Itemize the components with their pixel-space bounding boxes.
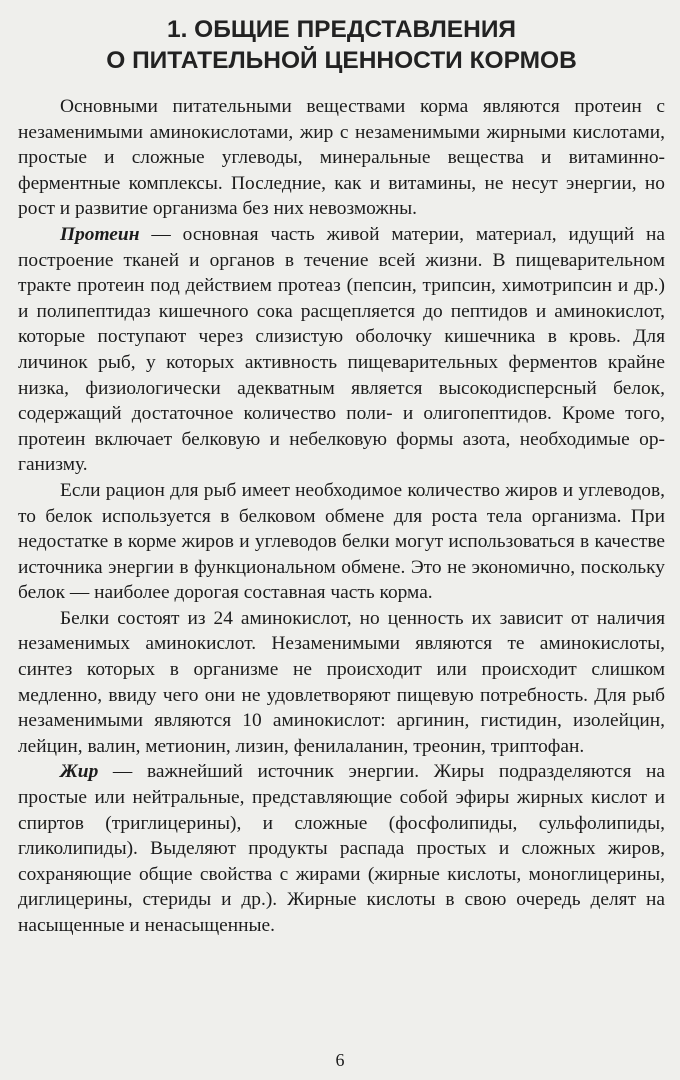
paragraph-amino-acids	[18, 606, 665, 760]
paragraph-fat	[18, 759, 665, 938]
page-number: 6	[335, 1050, 345, 1070]
paragraph-nutrients-text: Основными питательными веществами корма являются протеин с незаменимыми аминокислотами, жир с незаменимыми жирными кислотами, простые и сложные углеводы, минеральные вещества и витаминно-ферментные комплексы. Последние, как и витамины, не несут энергии, но рост и развитие организма без них невозможны.	[18, 96, 665, 220]
paragraph-protein-text: — основная часть живой материи, материал, идущий на построение тканей и органов в течение всей жизни. В пищеварительном тракте протеин под действием протеаз (пепсин, трипсин, химотрипсин и др.) и полипептидаз кишечного сока расщепляется до пептидов и аминокислот, которые поступают через слизистую оболочку кишечника в кровь. Для личинок рыб, у которых активность пищеварительных ферментов крайне низка, физиологически адекватным является высокодисперсный белок, содержащий достаточное количество поли- и олигопептидов. Кроме того, протеин включает белковую и небелковую формы азота, необходимые организму.	[18, 223, 665, 476]
paragraph-amino-acids-text: Белки состоят из 24 аминокислот, но ценность их зависит от наличия незаменимых аминокислот. Незаменимыми являются те аминокислоты, синтез которых в организме не происходит или происходит слишком медленно, ввиду чего они не удовлетворяют пищевую потребность. Для рыб незаменимыми являются 10 аминокислот: аргинин, гистидин, изолейцин, лейцин, валин, метионин, лизин, фенилаланин, треонин, триптофан.	[18, 607, 665, 757]
term-protein: Протеин	[60, 223, 140, 245]
paragraph-protein	[18, 222, 665, 478]
paragraph-energy-sources	[18, 478, 665, 606]
paragraph-energy-sources-text: Если рацион для рыб имеет необходимое количество жиров и углеводов, то белок используется в белковом обмене для роста тела организма. При недостатке в корме жиров и углеводов белки могут использоваться в качестве источника энергии в функциональном обмене. Это не экономично, поскольку белок — наиболее дорогая составная часть корма.	[18, 479, 665, 604]
paragraph-fat-text: — важнейший источник энергии. Жиры подразделяются на простые или нейтральные, представляющие собой эфиры жирных кислот и спиртов (триглицерины), и сложные (фосфолипиды, сульфолипиды, гликолипиды). Выделяют продукты распада простых и сложных жиров, сохраняющие общие свойства с жирами (жирные кислоты, моноглицерины, диглицерины, стериды и др.). Жирные кислоты в свою очередь делят на насыщенные и ненасыщенные.	[18, 761, 665, 936]
term-fat: Жир	[60, 761, 99, 783]
paragraph-nutrients	[18, 94, 665, 222]
chapter-heading-line-1: 1. ОБЩИЕ ПРЕДСТАВЛЕНИЯ	[166, 16, 517, 43]
chapter-heading-line-2: О ПИТАТЕЛЬНОЙ ЦЕННОСТИ КОРМОВ	[106, 47, 577, 74]
chapter-heading	[18, 14, 665, 76]
